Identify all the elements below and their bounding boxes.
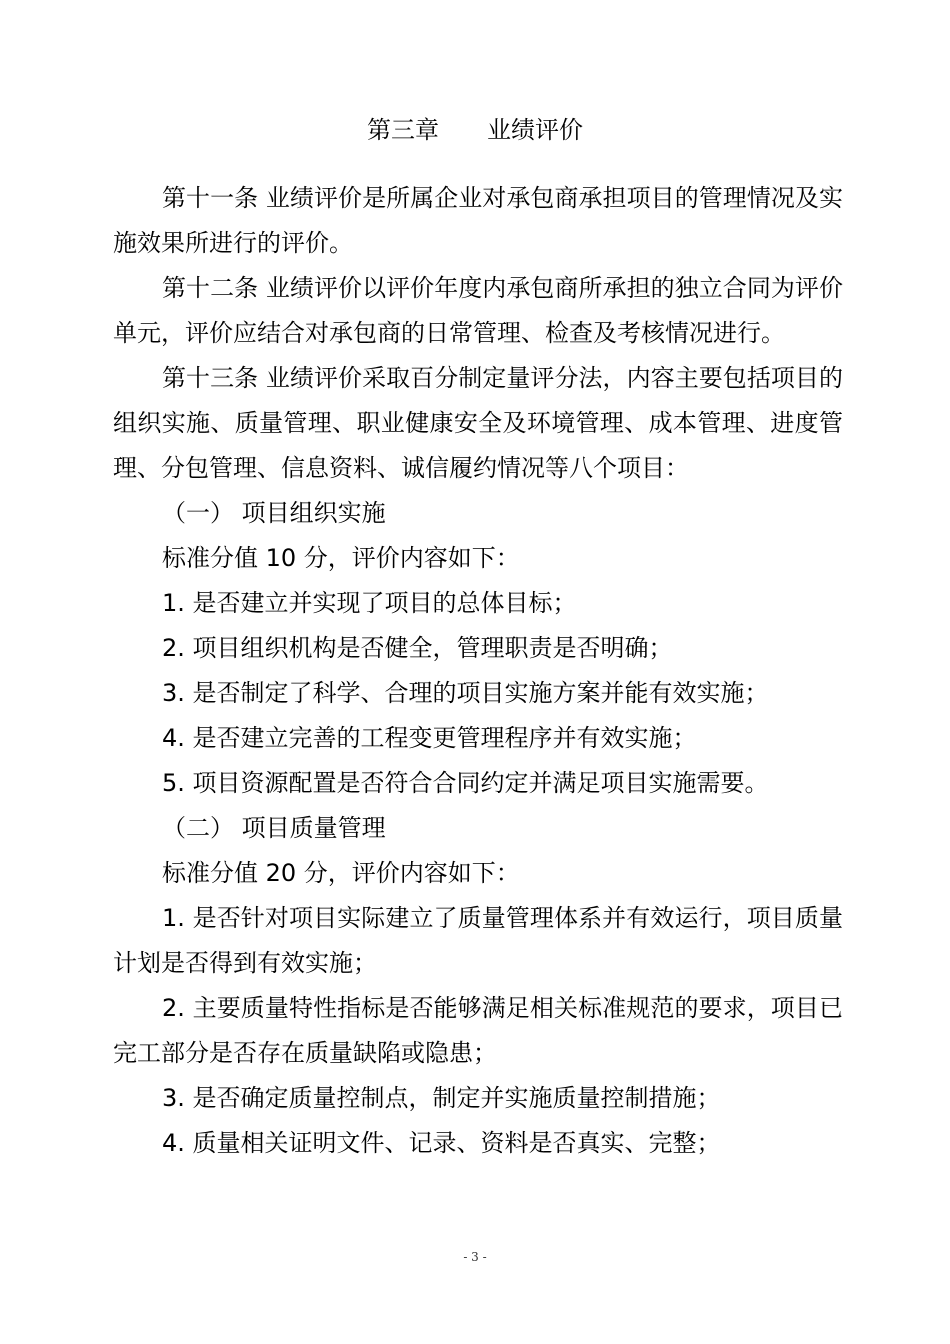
article-11: 第十一条 业绩评价是所属企业对承包商承担项目的管理情况及实施效果所进行的评价。 bbox=[113, 184, 843, 257]
article-13: 第十三条 业绩评价采取百分制定量评分法，内容主要包括项目的组织实施、质量管理、职业健康安全及环境管理、成本管理、进度管理、分包管理、信息资料、诚信履约情况等八个项目： bbox=[113, 364, 843, 482]
section-heading-2: （二） 项目质量管理 bbox=[162, 814, 386, 842]
section-heading-1: （一） 项目组织实施 bbox=[162, 499, 386, 527]
list-item: 2. 项目组织机构是否健全，管理职责是否明确； bbox=[162, 634, 673, 662]
body-text bbox=[113, 176, 843, 1166]
list-item: 4. 质量相关证明文件、记录、资料是否真实、完整； bbox=[162, 1129, 721, 1157]
score-line-1: 标准分值 10 分，评价内容如下： bbox=[162, 544, 520, 572]
page-number: - 3 - bbox=[463, 1250, 487, 1264]
list-item: 3. 是否确定质量控制点，制定并实施质量控制措施； bbox=[162, 1084, 721, 1112]
list-item: 1. 是否针对项目实际建立了质量管理体系并有效运行，项目质量计划是否得到有效实施； bbox=[113, 904, 843, 977]
chapter-title: 第三章 业绩评价 bbox=[367, 116, 583, 144]
article-12: 第十二条 业绩评价以评价年度内承包商所承担的独立合同为评价单元，评价应结合对承包商的日常管理、检查及考核情况进行。 bbox=[113, 274, 843, 347]
list-item: 2. 主要质量特性指标是否能够满足相关标准规范的要求，项目已完工部分是否存在质量缺陷或隐患； bbox=[113, 994, 843, 1067]
list-item: 1. 是否建立并实现了项目的总体目标； bbox=[162, 589, 577, 617]
list-item: 4. 是否建立完善的工程变更管理程序并有效实施； bbox=[162, 724, 697, 752]
list-item: 5. 项目资源配置是否符合合同约定并满足项目实施需要。 bbox=[162, 769, 769, 797]
list-item: 3. 是否制定了科学、合理的项目实施方案并能有效实施； bbox=[162, 679, 769, 707]
score-line-2: 标准分值 20 分，评价内容如下： bbox=[162, 859, 520, 887]
